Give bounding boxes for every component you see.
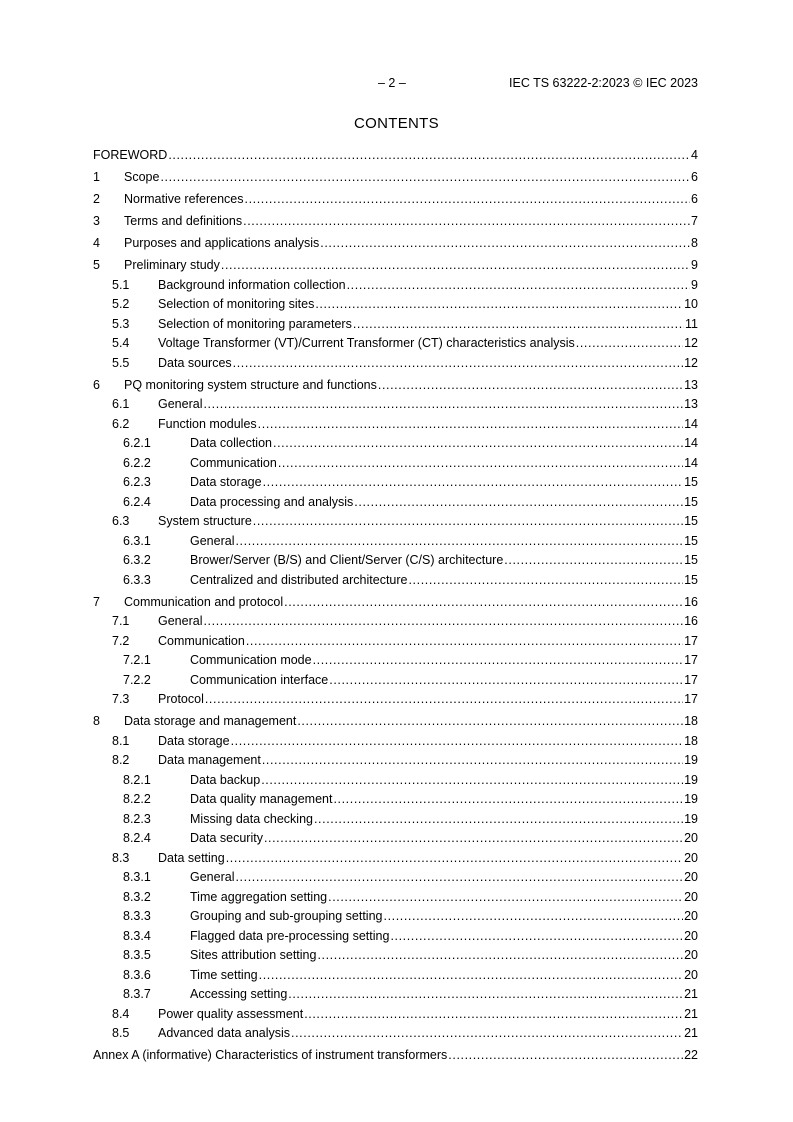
toc-entry[interactable] [93, 190, 698, 210]
toc-entry[interactable] [93, 376, 698, 396]
dot-leader [288, 985, 683, 1005]
toc-entry-page: 9 [691, 277, 698, 292]
dot-leader [333, 790, 683, 810]
toc-entry[interactable] [93, 593, 698, 613]
toc-entry-title: Data sources [158, 355, 232, 370]
toc-entry-page: 14 [684, 416, 698, 431]
toc-entry-page: 21 [684, 987, 698, 1001]
dot-leader [273, 434, 683, 454]
toc-entry-title: Missing data checking [190, 811, 313, 826]
toc-entry-title: Terms and definitions [124, 214, 243, 228]
toc-entry[interactable] [93, 512, 698, 532]
toc-entry-page: 15 [684, 514, 698, 528]
dot-leader [347, 276, 690, 296]
toc-entry-number: 7.2.1 [123, 653, 151, 667]
dot-leader [263, 473, 684, 493]
toc-entry-page: 12 [684, 336, 698, 350]
toc-entry[interactable] [93, 415, 698, 435]
toc-entry[interactable] [93, 454, 698, 474]
toc-entry-number: 6.3 [112, 514, 130, 528]
toc-entry[interactable] [93, 146, 698, 166]
dot-leader [231, 732, 684, 752]
toc-entry-page: 13 [684, 377, 698, 392]
toc-entry-title: Brower/Server (B/S) and Client/Server (C/S) architecture [190, 553, 504, 567]
toc-entry-page: 17 [684, 692, 698, 706]
toc-entry-number: 1 [93, 170, 100, 184]
toc-entry-page: 13 [684, 397, 698, 411]
toc-entry-page: 15 [684, 475, 698, 489]
toc-entry[interactable] [93, 1024, 698, 1044]
toc-entry-title: Voltage Transformer (VT)/Current Transformer (CT) characteristics analysis [158, 336, 575, 350]
toc-entry[interactable] [93, 771, 698, 791]
toc-entry-page: 19 [684, 811, 698, 826]
toc-entry-title: Grouping and sub-grouping setting [190, 909, 383, 923]
toc-entry[interactable] [93, 632, 698, 652]
toc-entry-title: Communication and protocol [124, 594, 284, 609]
toc-entry[interactable] [93, 1005, 698, 1025]
toc-entry-page: 17 [684, 633, 698, 648]
toc-entry[interactable] [93, 868, 698, 888]
toc-entry-number: 7.2 [112, 633, 130, 648]
toc-entry-title: General [158, 397, 203, 411]
toc-entry[interactable] [93, 671, 698, 691]
toc-entry-number: 6.2.4 [123, 494, 151, 509]
toc-entry-title: General [190, 870, 235, 884]
toc-entry-number: 5.1 [112, 277, 130, 292]
toc-entry-page: 15 [684, 494, 698, 509]
dot-leader [408, 571, 683, 591]
toc-entry-number: 5.5 [112, 355, 130, 370]
toc-entry-number: 8 [93, 714, 100, 728]
toc-entry[interactable] [93, 966, 698, 986]
toc-entry-number: 8.2.1 [123, 772, 151, 787]
page-header [0, 76, 793, 92]
toc-entry-number: 8.3.7 [123, 987, 151, 1001]
toc-entry[interactable] [93, 473, 698, 493]
dot-leader [262, 751, 683, 771]
toc-entry-number: 4 [93, 236, 100, 250]
toc-entry[interactable] [93, 234, 698, 254]
dot-leader [378, 376, 683, 396]
toc-entry[interactable] [93, 790, 698, 810]
toc-entry-number: 5.2 [112, 297, 130, 311]
toc-entry[interactable] [93, 354, 698, 374]
toc-entry[interactable] [93, 334, 698, 354]
toc-entry-number: 6 [93, 377, 100, 392]
dot-leader [354, 493, 683, 513]
toc-entry-title: Data storage and management [124, 714, 297, 728]
toc-entry-number: 6.2.2 [123, 455, 151, 470]
toc-entry-number: 8.3.6 [123, 967, 151, 982]
toc-entry-number: 6.1 [112, 397, 130, 411]
dot-leader [235, 532, 683, 552]
dot-leader [203, 612, 683, 632]
dot-leader [235, 868, 683, 888]
dot-leader [253, 512, 683, 532]
toc-entry-title: Function modules [158, 416, 257, 431]
dot-leader [315, 295, 683, 315]
dot-leader [304, 1005, 683, 1025]
toc-entry-number: 7.1 [112, 614, 130, 628]
toc-entry-page: 20 [684, 889, 698, 904]
dot-leader [258, 415, 683, 435]
toc-entry-page: 14 [684, 455, 698, 470]
toc-entry-page: 9 [691, 258, 698, 272]
toc-entry-page: 20 [684, 928, 698, 943]
toc-entry[interactable] [93, 985, 698, 1005]
toc-entry-number: 5.4 [112, 336, 130, 350]
toc-entry-number: 8.1 [112, 733, 130, 748]
toc-entry[interactable] [93, 1046, 698, 1066]
toc-entry[interactable] [93, 493, 698, 513]
toc-entry-page: 14 [684, 436, 698, 450]
dot-leader [243, 212, 690, 232]
toc-entry-page: 8 [691, 236, 698, 250]
toc-entry-title: Scope [124, 170, 160, 184]
toc-entry-title: Protocol [158, 692, 204, 706]
toc-entry-page: 20 [684, 831, 698, 845]
toc-entry[interactable] [93, 849, 698, 869]
toc-entry-title: Data security [190, 831, 263, 845]
toc-entry-number: 6.2 [112, 416, 130, 431]
toc-entry-title: Data setting [158, 850, 225, 865]
toc-entry[interactable] [93, 168, 698, 188]
toc-entry-title: Advanced data analysis [158, 1026, 291, 1040]
toc-entry-title: Communication mode [190, 653, 312, 667]
standard-designation: IEC TS 63222-2:2023 © IEC 2023 [509, 76, 698, 90]
toc-entry-title: Data backup [190, 772, 261, 787]
toc-entry-title: Communication [190, 455, 277, 470]
dot-leader [384, 907, 684, 927]
toc-entry-page: 6 [691, 192, 698, 206]
toc-entry-page: 18 [684, 714, 698, 728]
dot-leader [168, 146, 690, 166]
dot-leader [291, 1024, 683, 1044]
toc-entry-title: PQ monitoring system structure and functions [124, 377, 377, 392]
toc-entry-page: 19 [684, 792, 698, 806]
toc-entry[interactable] [93, 315, 698, 335]
toc-entry-number: 8.2.3 [123, 811, 151, 826]
toc-entry-number: 8.4 [112, 1006, 130, 1021]
toc-entry-number: 8.2.4 [123, 831, 151, 845]
toc-entry-title: Purposes and applications analysis [124, 236, 320, 250]
toc-entry-page: 16 [684, 614, 698, 628]
dot-leader [504, 551, 683, 571]
toc-entry-title: Preliminary study [124, 258, 220, 272]
toc-entry-page: 20 [684, 948, 698, 962]
toc-entry-page: 17 [684, 672, 698, 687]
toc-entry[interactable] [93, 946, 698, 966]
toc-entry[interactable] [93, 612, 698, 632]
toc-entry-title: Background information collection [158, 277, 346, 292]
toc-entry[interactable] [93, 256, 698, 276]
toc-entry-title: General [158, 614, 203, 628]
toc-entry-page: 20 [684, 909, 698, 923]
toc-entry-number: 6.2.3 [123, 475, 151, 489]
dot-leader [576, 334, 683, 354]
toc-entry-title: Selection of monitoring parameters [158, 316, 352, 331]
toc-entry-page: 7 [691, 214, 698, 228]
toc-entry-number: 8.3 [112, 850, 130, 865]
dot-leader [320, 234, 690, 254]
toc-entry-title: Data storage [158, 733, 230, 748]
toc-entry-title: Communication interface [190, 672, 329, 687]
toc-entry-title: Time aggregation setting [190, 889, 328, 904]
dot-leader [205, 690, 683, 710]
toc-entry-page: 16 [684, 594, 698, 609]
contents-title: CONTENTS [354, 115, 439, 132]
dot-leader [233, 354, 683, 374]
page-number: – 2 – [378, 76, 406, 90]
dot-leader [226, 849, 683, 869]
dot-leader [297, 712, 683, 732]
toc-entry-number: 2 [93, 192, 100, 206]
toc-entry-page: 17 [684, 653, 698, 667]
toc-entry-page: 20 [684, 850, 698, 865]
toc-entry-page: 15 [684, 533, 698, 548]
toc-entry-number: 8.3.1 [123, 870, 151, 884]
toc-entry[interactable] [93, 751, 698, 771]
toc-entry-page: 15 [684, 572, 698, 587]
toc-entry[interactable] [93, 732, 698, 752]
dot-leader [329, 671, 683, 691]
toc-entry-number: 7.2.2 [123, 672, 151, 687]
dot-leader [221, 256, 690, 276]
dot-leader [353, 315, 684, 335]
toc-entry-title: Normative references [124, 192, 244, 206]
toc-entry[interactable] [93, 810, 698, 830]
dot-leader [160, 168, 690, 188]
toc-entry[interactable] [93, 212, 698, 232]
toc-entry-title: Data processing and analysis [190, 494, 354, 509]
dot-leader [264, 829, 683, 849]
toc-entry[interactable] [93, 690, 698, 710]
toc-entry-title: Annex A (informative) Characteristics of instrument transformers [93, 1048, 448, 1062]
dot-leader [317, 946, 683, 966]
toc-entry-title: Data collection [190, 436, 272, 450]
dot-leader [246, 632, 683, 652]
toc-entry-number: 6.2.1 [123, 436, 151, 450]
dot-leader [390, 927, 683, 947]
toc-entry-number: 8.3.3 [123, 909, 151, 923]
dot-leader [261, 771, 683, 791]
toc-entry-number: 8.2 [112, 753, 130, 767]
toc-entry-title: General [190, 533, 235, 548]
toc-entry[interactable] [93, 532, 698, 552]
toc-entry-page: 10 [684, 297, 698, 311]
toc-entry[interactable] [93, 888, 698, 908]
toc-entry-number: 6.3.3 [123, 572, 151, 587]
toc-entry[interactable] [93, 276, 698, 296]
toc-entry-number: 6.3.1 [123, 533, 151, 548]
toc-entry-number: 5 [93, 258, 100, 272]
toc-entry[interactable] [93, 907, 698, 927]
toc-entry-title: System structure [158, 514, 252, 528]
toc-entry[interactable] [93, 651, 698, 671]
toc-entry-number: 5.3 [112, 316, 130, 331]
toc-entry-page: 19 [684, 772, 698, 787]
toc-entry-page: 18 [684, 733, 698, 748]
toc-entry-title: Data quality management [190, 792, 333, 806]
toc-entry-page: 21 [684, 1006, 698, 1021]
toc-entry-number: 8.3.4 [123, 928, 151, 943]
toc-entry-number: 6.3.2 [123, 553, 151, 567]
dot-leader [328, 888, 683, 908]
toc-entry-page: 6 [691, 170, 698, 184]
toc-entry[interactable] [93, 927, 698, 947]
toc-entry-page: 12 [684, 355, 698, 370]
toc-entry-title: Data management [158, 753, 261, 767]
dot-leader [313, 651, 684, 671]
toc-entry-number: 8.5 [112, 1026, 130, 1040]
toc-entry-number: 7 [93, 594, 100, 609]
dot-leader [245, 190, 691, 210]
toc-entry[interactable] [93, 712, 698, 732]
toc-entry-page: 20 [684, 870, 698, 884]
toc-entry-title: FOREWORD [93, 148, 168, 162]
table-of-contents [93, 146, 698, 1066]
toc-entry-title: Sites attribution setting [190, 948, 317, 962]
toc-entry[interactable] [93, 571, 698, 591]
toc-entry[interactable] [93, 551, 698, 571]
toc-entry-title: Time setting [190, 967, 258, 982]
toc-entry-title: Accessing setting [190, 987, 288, 1001]
toc-entry-page: 20 [684, 967, 698, 982]
toc-entry-title: Selection of monitoring sites [158, 297, 315, 311]
toc-entry-page: 22 [684, 1048, 698, 1062]
dot-leader [314, 810, 683, 830]
dot-leader [203, 395, 683, 415]
toc-entry-page: 15 [684, 553, 698, 567]
toc-entry[interactable] [93, 829, 698, 849]
toc-entry-number: 8.3.2 [123, 889, 151, 904]
toc-entry-page: 11 [685, 316, 698, 331]
toc-entry-page: 21 [684, 1026, 698, 1040]
toc-entry-number: 3 [93, 214, 100, 228]
dot-leader [278, 454, 683, 474]
toc-entry-title: Data storage [190, 475, 262, 489]
toc-entry-page: 4 [691, 148, 698, 162]
toc-entry[interactable] [93, 434, 698, 454]
toc-entry-number: 8.2.2 [123, 792, 151, 806]
toc-entry-title: Centralized and distributed architecture [190, 572, 408, 587]
dot-leader [284, 593, 683, 613]
toc-entry[interactable] [93, 395, 698, 415]
toc-entry-title: Power quality assessment [158, 1006, 304, 1021]
toc-entry-page: 19 [684, 753, 698, 767]
dot-leader [448, 1046, 683, 1066]
toc-entry-number: 7.3 [112, 692, 130, 706]
toc-entry[interactable] [93, 295, 698, 315]
dot-leader [259, 966, 683, 986]
toc-entry-title: Flagged data pre-processing setting [190, 928, 390, 943]
toc-entry-number: 8.3.5 [123, 948, 151, 962]
toc-entry-title: Communication [158, 633, 245, 648]
